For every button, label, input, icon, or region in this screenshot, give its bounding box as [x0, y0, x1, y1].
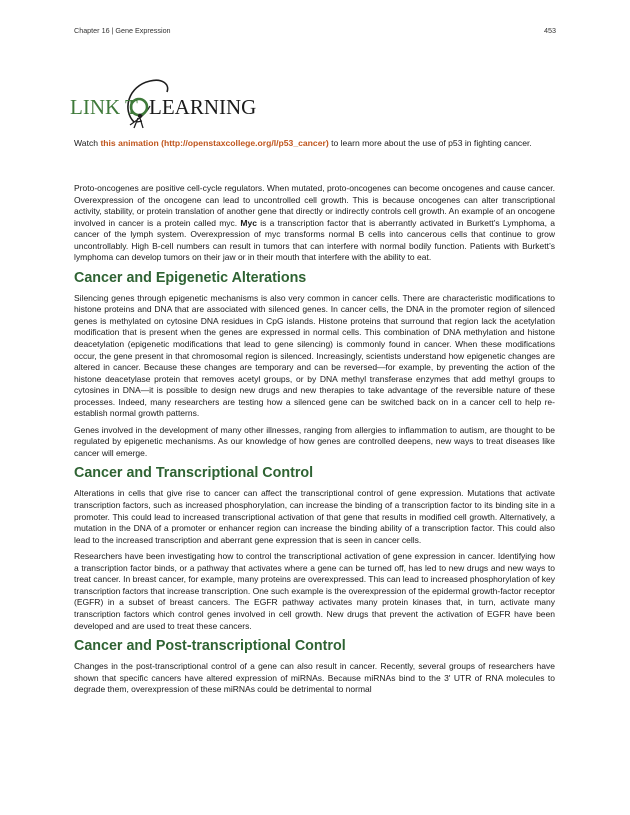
intro-text-2: is a transcription factor that is aberrantly activated in Burkett’s Lymphoma, a cancer of the lymph system. Overexpression of myc transforms normal B cells into cancerous cells that continue to grow uncontrollably. High B-cell numbers can result in tumors that can interfere with normal bodily function. Patients with Burkett’s lymphoma can develop tumors on their jaw or in their mouth that interfere with the ability to eat.: [74, 217, 556, 263]
paragraph: Silencing genes through epigenetic mechanisms is also very common in cancer cells. There are characteristic modifications to histone proteins and DNA that are associated with silenced genes. In cancer cells, the DNA in the promoter region of silenced genes is methylated on cytosine DNA residues in CpG islands. Histone proteins that surround that region lack the acetylation modification that is present when the genes are expressed in normal cells. This combination of DNA methylation and histone deacetylation (epigenetic modifications that lead to gene silencing) is commonly found in cancer. When these modifications occur, the gene present in that chromosomal region is silenced. Increasingly, scientists understand how epigenetic changes are altered in cancer. Because these changes are temporary and can be reversed—for example, by preventing the action of the histone deacetylase protein that removes acetyl groups, or by DNA methyl transferase enzymes that add methyl groups to cytosines in DNA—it is possible to design new drugs and new therapies to take advantage of the reversible nature of these processes. Indeed, many researchers are testing how a silenced gene can be switched back on in a cancer cell to help re-establish normal growth patterns.: [74, 292, 555, 419]
section-heading: Cancer and Post-transcriptional Control: [74, 638, 346, 655]
chapter-title: Chapter 16 | Gene Expression: [74, 26, 171, 35]
ltl-after: to learn more about the use of p53 in fighting cancer.: [328, 138, 532, 148]
logo-link-text: LINK T: [70, 95, 138, 119]
link-to-learning-text: [74, 138, 550, 150]
paragraph: Researchers have been investigating how to control the transcriptional activation of gene expression in cancer. Identifying how a transcription factor binds, or a pathway that activates where a gene can be turned off, has led to new drugs and new ways to treat cancer. In breast cancer, for example, many proteins are overexpressed. This can lead to increased phosphorylation of key transcription factors that increase transcription. One such example is the overexpression of the epidermal growth-factor receptor (EGFR) in a subset of breast cancers. The EGFR pathway activates many protein kinases that, in turn, activate many transcription factors which control genes involved in cell growth. New drugs that prevent the activation of EGFR have been developed and are used to treat these cancers.: [74, 551, 555, 631]
paragraph: Alterations in cells that give rise to cancer can affect the transcriptional control of gene expression. Mutations that activate transcription factors, such as increased phosphorylation, can increase the binding of a transcription factor to its binding site in a promoter. This could lead to increased transcriptional activation of that gene that results in modified cell growth. Alternatively, a mutation in the DNA of a promoter or enhancer region can increase the binding ability of a transcription factor. This could also lead to the increased transcription and aberrant gene expression that is seen in cancer cells.: [74, 488, 555, 545]
intro-paragraph: [74, 183, 555, 264]
section-heading: Cancer and Transcriptional Control: [74, 465, 314, 482]
link-to-learning-logo: [70, 78, 257, 133]
intro-text-1: Proto-oncogenes are positive cell-cycle regulators. When mutated, proto-oncogenes can become oncogenes and cause cancer. Overexpression of the oncogene can lead to uncontrolled cell growth. This is because oncogenes can alter transcriptional activity, stability, or protein translation of another gene that directly or indirectly controls cell growth. An example of an oncogene involved in cancer is a protein called myc.: [74, 183, 555, 228]
paragraph: Changes in the post-transcriptional control of a gene can also result in cancer. Recently, several groups of researchers have shown that specific cancers have altered expression of miRNAs. Because miRNAs bind to the 3' UTR of RNA molecules to degrade them, overexpression of these miRNAs could be detrimental to normal: [74, 661, 555, 695]
section-heading: Cancer and Epigenetic Alterations: [74, 269, 307, 286]
intro-bold-term: Myc: [240, 217, 257, 228]
link-to-learning-logo-graphic: [70, 78, 257, 133]
paragraph: Genes involved in the development of many other illnesses, ranging from allergies to inflammation to autism, are thought to be regulated by epigenetic mechanisms. As our knowledge of how genes are controlled deepens, new ways to treat diseases like cancer will emerge.: [74, 424, 555, 458]
main-content: [74, 183, 555, 701]
running-header: [74, 26, 556, 35]
logo-learning-text: LEARNING: [149, 95, 257, 119]
ltl-before: Watch: [74, 138, 101, 148]
page-number: 453: [544, 26, 556, 35]
animation-link[interactable]: this animation (http://openstaxcollege.org/l/p53_cancer): [100, 138, 329, 148]
